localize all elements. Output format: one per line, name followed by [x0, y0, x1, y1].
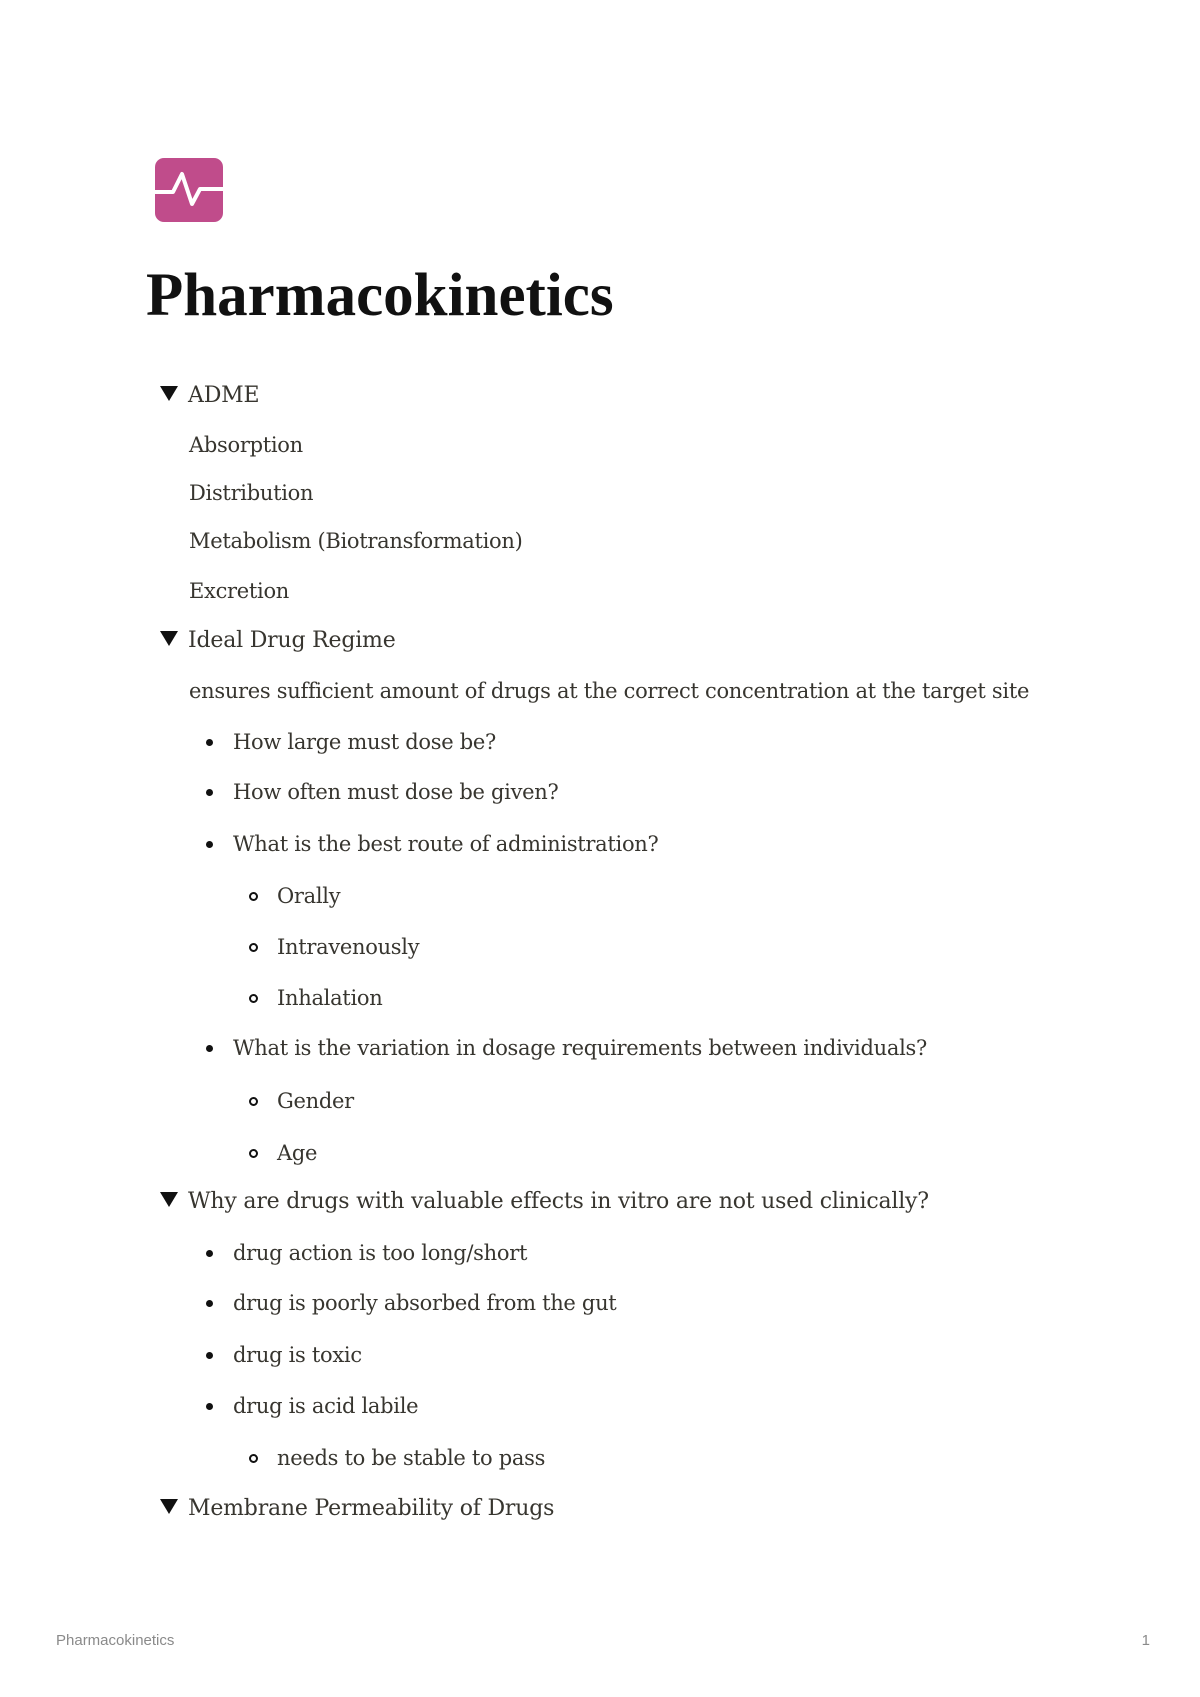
list-item: Distribution [189, 481, 314, 505]
toggle-arrow-icon[interactable] [160, 1499, 178, 1514]
bullet-icon [206, 789, 213, 796]
sub-bullet-item: Gender [277, 1089, 354, 1113]
sub-bullet-icon [249, 1097, 258, 1106]
toggle-in-vitro[interactable] [160, 1187, 929, 1217]
toggle-label: Ideal Drug Regime [188, 628, 396, 653]
sub-bullet-icon [249, 892, 258, 901]
bullet-item: drug is acid labile [233, 1394, 419, 1418]
toggle-arrow-icon[interactable] [160, 631, 178, 646]
sub-bullet-icon [249, 1454, 258, 1463]
bullet-icon [206, 1352, 213, 1359]
page-title: Pharmacokinetics [146, 262, 614, 329]
toggle-label: Membrane Permeability of Drugs [188, 1496, 555, 1521]
bullet-item: What is the variation in dosage requirements between individuals? [233, 1036, 927, 1060]
sub-bullet-icon [249, 994, 258, 1003]
sub-bullet-item: Intravenously [277, 935, 420, 959]
bullet-icon [206, 1300, 213, 1307]
regime-intro: ensures sufficient amount of drugs at the correct concentration at the target site [189, 679, 1030, 703]
bullet-icon [206, 739, 213, 746]
footer-page-number: 1 [1141, 1632, 1150, 1649]
sub-bullet-item: needs to be stable to pass [277, 1446, 546, 1470]
toggle-label: Why are drugs with valuable effects in vitro are not used clinically? [188, 1189, 929, 1214]
bullet-item: How large must dose be? [233, 730, 496, 754]
toggle-arrow-icon[interactable] [160, 386, 178, 401]
list-item: Absorption [189, 433, 303, 457]
sub-bullet-item: Age [277, 1141, 318, 1165]
bullet-icon [206, 1045, 213, 1052]
sub-bullet-item: Inhalation [277, 986, 383, 1010]
bullet-item: drug is poorly absorbed from the gut [233, 1291, 617, 1315]
sub-bullet-icon [249, 943, 258, 952]
list-item: Excretion [189, 579, 290, 603]
sub-bullet-icon [249, 1149, 258, 1158]
list-item: Metabolism (Biotransformation) [189, 529, 523, 553]
footer-title: Pharmacokinetics [56, 1632, 175, 1649]
bullet-item: drug is toxic [233, 1343, 362, 1367]
bullet-icon [206, 841, 213, 848]
bullet-icon [206, 1250, 213, 1257]
toggle-label: ADME [188, 383, 260, 408]
bullet-item: How often must dose be given? [233, 780, 559, 804]
toggle-arrow-icon[interactable] [160, 1192, 178, 1207]
toggle-adme[interactable] [160, 381, 259, 411]
toggle-ideal-drug-regime[interactable] [160, 626, 396, 656]
toggle-membrane-permeability[interactable] [160, 1494, 554, 1524]
sub-bullet-item: Orally [277, 884, 341, 908]
bullet-item: What is the best route of administration? [233, 832, 659, 856]
bullet-icon [206, 1403, 213, 1410]
bullet-item: drug action is too long/short [233, 1241, 528, 1265]
